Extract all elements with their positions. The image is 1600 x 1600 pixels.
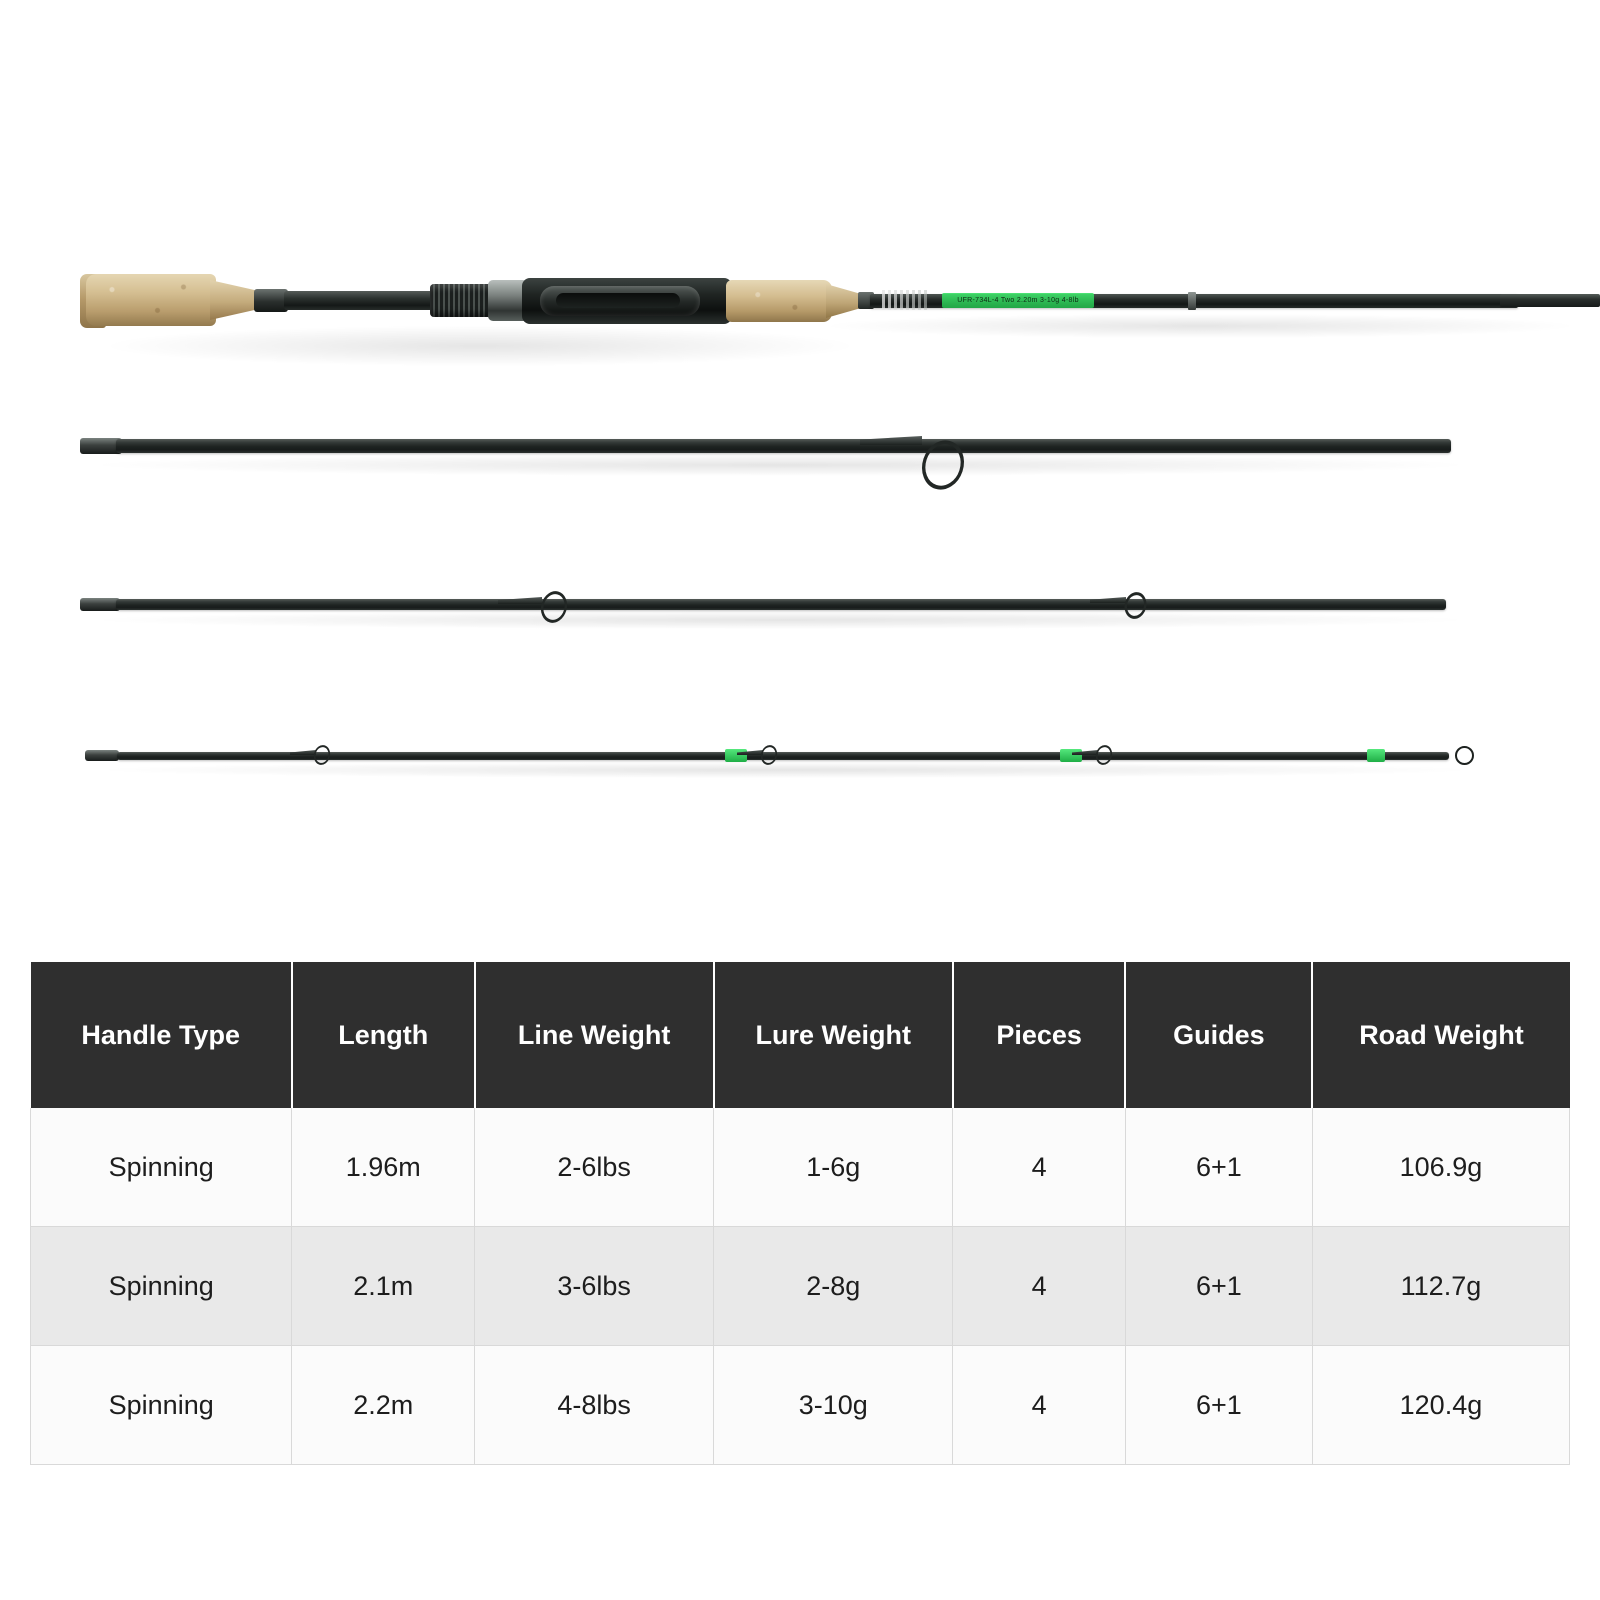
table-row	[31, 1227, 1570, 1346]
line-guide	[1072, 742, 1112, 766]
ferrule-collar	[254, 289, 288, 312]
spec-table	[30, 962, 1570, 1465]
cell-lure-weight: 2-8g	[714, 1227, 953, 1346]
cell-handle-type: Spinning	[31, 1346, 292, 1465]
drop-shadow	[830, 314, 1570, 338]
cork-rear-taper	[210, 280, 256, 320]
drop-shadow	[100, 611, 1460, 629]
line-guide	[498, 587, 568, 621]
cork-fore-grip	[726, 280, 832, 322]
cell-handle-type: Spinning	[31, 1108, 292, 1227]
guide-ring	[1094, 743, 1114, 766]
drop-shadow	[110, 326, 850, 366]
cell-lure-weight: 1-6g	[714, 1108, 953, 1227]
table-row	[31, 1346, 1570, 1465]
cell-pieces: 4	[953, 1346, 1126, 1465]
column-header-length: Length	[292, 962, 475, 1108]
column-header-handle-type: Handle Type	[31, 962, 292, 1108]
line-guide	[290, 742, 330, 766]
cork-rear-grip	[86, 274, 216, 326]
cell-pieces: 4	[953, 1227, 1126, 1346]
brand-logo-icon	[882, 290, 928, 310]
guide-foot	[1090, 597, 1126, 603]
column-header-lure-weight: Lure Weight	[714, 962, 953, 1108]
cell-line-weight: 2-6lbs	[475, 1108, 714, 1227]
line-guide	[737, 742, 777, 766]
cell-handle-type: Spinning	[31, 1227, 292, 1346]
cell-length: 2.1m	[292, 1227, 475, 1346]
column-header-guides: Guides	[1125, 962, 1312, 1108]
cell-line-weight: 4-8lbs	[475, 1346, 714, 1465]
guide-ring	[312, 743, 332, 766]
reel-seat-slot	[556, 293, 680, 308]
cell-guides: 6+1	[1125, 1108, 1312, 1227]
decorative-band	[1188, 292, 1196, 310]
line-guide	[1090, 589, 1148, 617]
ferrule-cap	[85, 750, 119, 761]
cell-guides: 6+1	[1125, 1346, 1312, 1465]
guide-ring	[916, 435, 970, 495]
rod-section-butt	[70, 230, 1530, 350]
reel-seat-locking-nut	[430, 284, 492, 317]
blank-spec-label	[942, 293, 1094, 308]
cell-pieces: 4	[953, 1108, 1126, 1227]
drop-shadow	[100, 454, 1460, 476]
guide-ring-wrap	[918, 440, 962, 484]
guide-ring	[537, 588, 570, 626]
column-header-pieces: Pieces	[953, 962, 1126, 1108]
rod-blank	[116, 439, 1451, 453]
guide-foot	[498, 597, 542, 604]
cell-length: 2.2m	[292, 1346, 475, 1465]
green-thread-wrap	[1367, 749, 1385, 762]
rod-section-two	[80, 420, 1480, 500]
blank-spec-label-text: UFR-734L-4 Two 2.20m 3-10g 4-8lb	[957, 297, 1079, 304]
table-header-row	[31, 962, 1570, 1108]
specification-table	[30, 962, 1570, 1465]
cell-length: 1.96m	[292, 1108, 475, 1227]
guide-ring	[1122, 590, 1149, 621]
spec-table-head	[31, 962, 1570, 1108]
guide-foot	[737, 750, 763, 755]
guide-foot	[290, 750, 316, 755]
rod-section-three	[80, 585, 1480, 645]
line-guide	[860, 428, 968, 484]
cork-fore-taper	[826, 284, 862, 318]
guide-foot	[860, 436, 922, 445]
ferrule-cap	[80, 598, 120, 611]
rod-blank	[116, 599, 1446, 610]
cell-road-weight: 106.9g	[1312, 1108, 1569, 1227]
cell-guides: 6+1	[1125, 1227, 1312, 1346]
cell-road-weight: 112.7g	[1312, 1227, 1569, 1346]
guide-ring	[759, 743, 779, 766]
column-header-line-weight: Line Weight	[475, 962, 714, 1108]
column-header-road-weight: Road Weight	[1312, 962, 1569, 1108]
cell-line-weight: 3-6lbs	[475, 1227, 714, 1346]
table-row	[31, 1108, 1570, 1227]
tip-top-guide	[1447, 744, 1473, 764]
rod-section-tip	[85, 740, 1485, 790]
blank-segment	[284, 291, 434, 310]
guide-foot	[1072, 750, 1098, 755]
cell-road-weight: 120.4g	[1312, 1346, 1569, 1465]
cell-lure-weight: 3-10g	[714, 1346, 953, 1465]
guide-ring	[1455, 746, 1474, 765]
spec-table-body	[31, 1108, 1570, 1465]
section-ferrule	[1500, 294, 1600, 307]
